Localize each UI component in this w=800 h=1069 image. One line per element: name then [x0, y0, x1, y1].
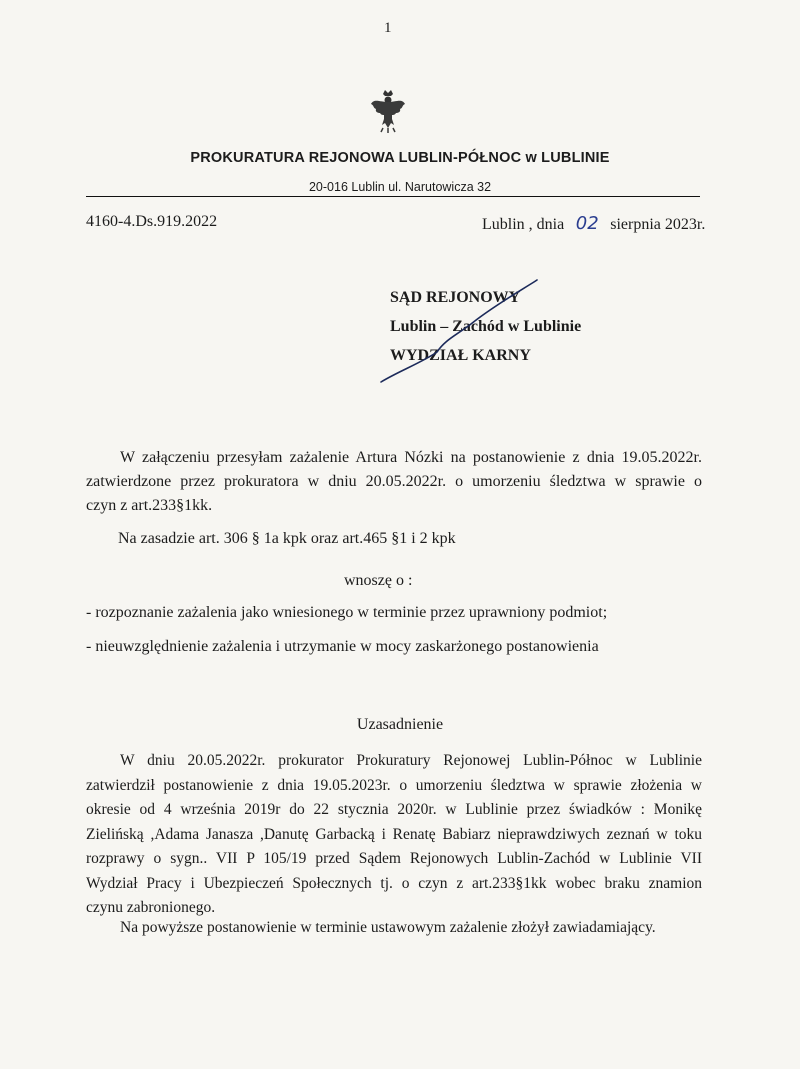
place-date [482, 213, 705, 234]
justification-line: Wydział Pracy i Ubezpieczeń Społecznych tj. o czyn z art.233§1kk wobec braku znamion [86, 874, 702, 892]
motion-label: wnoszę o : [344, 572, 413, 589]
intro-paragraph [86, 446, 702, 518]
case-number: 4160-4.Ds.919.2022 [86, 213, 218, 230]
addressee-city: Lublin – Zachód w Lublinie [390, 318, 582, 335]
request-item: - rozpoznanie zażalenia jako wniesionego w terminie przez uprawniony podmiot; [86, 604, 608, 621]
page-number: 1 [384, 20, 392, 36]
intro-line: W załączeniu przesyłam zażalenie Artura Nózki na postanowienie z dnia 19.05.2022r. [120, 449, 702, 466]
polish-eagle-emblem-icon [370, 88, 406, 134]
office-address: 20-016 Lublin ul. Narutowicza 32 [308, 180, 492, 194]
date-prefix: Lublin , dnia [482, 216, 565, 233]
legal-basis: Na zasadzie art. 306 § 1a kpk oraz art.465 §1 i 2 kpk [118, 530, 456, 547]
intro-line: zatwierdzone przez prokuratora w dniu 20.05.2022r. o umorzeniu śledztwa w sprawie o [86, 473, 702, 490]
justification-line: Zielińską ,Adama Janasza ,Danutę Garbacką i Renatę Babiarz nieprawdziwych zeznań w toku [86, 825, 702, 843]
justification-line: rozprawy o sygn.. VII P 105/19 przed Sądem Rejonowych Lublin-Zachód w Lublinie VII [86, 850, 702, 867]
date-suffix: sierpnia 2023r. [610, 216, 706, 233]
office-name: PROKURATURA REJONOWA LUBLIN-PÓŁNOC w LUBLINIE [190, 150, 610, 166]
header-divider [86, 196, 700, 197]
closing-paragraph: Na powyższe postanowienie w terminie ustawowym zażalenie złożył zawiadamiający. [120, 919, 656, 936]
date-day-handwritten: 02 [575, 213, 599, 234]
intro-line: czyn z art.233§1kk. [86, 497, 213, 514]
justification-line: czynu zabronionego. [86, 899, 216, 916]
justification-paragraph [86, 749, 702, 921]
justification-line: okresie od 4 września 2019r do 22 stycznia 2020r. w Lublinie przez świadków : Monikę [86, 801, 702, 818]
request-item: - nieuwzględnienie zażalenia i utrzymanie w mocy zaskarżonego postanowienia [86, 638, 599, 655]
justification-line: zatwierdził postanowienie z dnia 19.05.2023r. o umorzeniu śledztwa w sprawie złożenia w [86, 776, 702, 794]
justification-heading: Uzasadnienie [356, 716, 444, 733]
addressee-court: SĄD REJONOWY [390, 289, 521, 306]
pen-stroke-mark [375, 276, 545, 386]
addressee-division: WYDZIAŁ KARNY [390, 347, 531, 364]
justification-line: W dniu 20.05.2022r. prokurator Prokuratury Rejonowej Lublin-Północ w Lublinie [120, 752, 702, 769]
